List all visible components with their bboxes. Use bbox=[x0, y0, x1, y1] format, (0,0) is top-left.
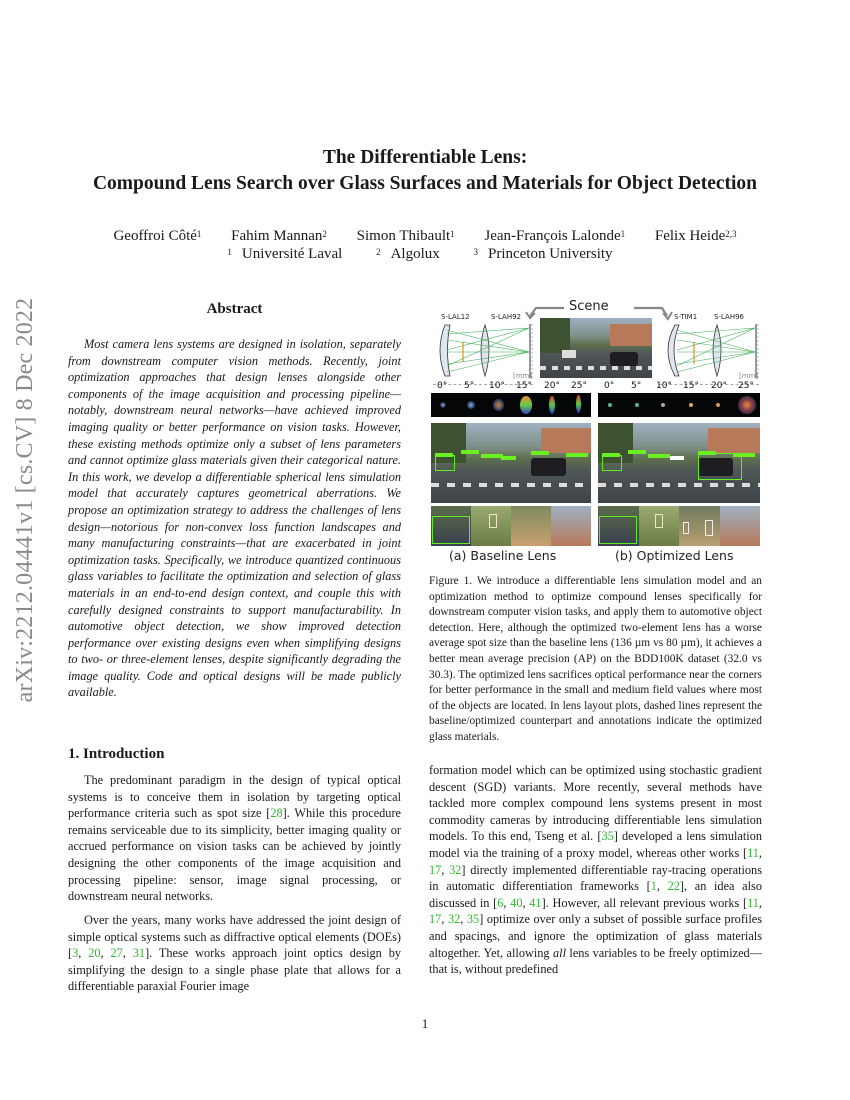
affiliation: $^2$ Algolux bbox=[376, 246, 440, 262]
citation-link[interactable]: 40 bbox=[510, 895, 523, 910]
citation-link[interactable]: 35 bbox=[466, 912, 480, 927]
author-list bbox=[0, 226, 850, 246]
glass-label: S-LAH92 bbox=[491, 313, 521, 321]
citation-link[interactable]: 1 bbox=[650, 879, 657, 894]
citation-link[interactable]: 32 bbox=[449, 862, 462, 877]
affiliation: $^3$ Princeton University bbox=[473, 246, 613, 262]
glass-label: S-LAL12 bbox=[441, 313, 470, 321]
author: Felix Heide$^{2,3}$ bbox=[654, 228, 737, 244]
figure-1-caption: Figure 1. We introduce a differentiable lens simulation model and an optimization method to optimize compound lenses specifically for downstream computer vision tasks, and apply them to automotive object detection. Here, although the optimized two-element lens has a worse average spot size than the baseline lens (136 µm vs 80 µm), it achieves a better mean average precision (AP) on the BDD100K dataset (32.0 vs 30.3). The optimized lens sacrifices optical performance near the corners for better performance in the small and medium field values where most of the objects are located. In lens layout plots, dashed lines represent the baseline/optimized counterpart and annotations indicate the optimized glass materials. bbox=[429, 575, 762, 743]
sublabel-baseline: (a) Baseline Lens bbox=[449, 548, 557, 563]
field-angle-label: 0° bbox=[437, 381, 448, 391]
baseline-psf-strip bbox=[431, 393, 591, 417]
arxiv-stamp: arXiv:2212.04441v1 [cs.CV] 8 Dec 2022 bbox=[12, 297, 38, 703]
citation-link[interactable]: 11 bbox=[747, 845, 759, 860]
glass-label: S-LAH96 bbox=[714, 313, 744, 321]
citation-link[interactable]: 41 bbox=[529, 895, 542, 910]
field-angle-label: 0° bbox=[604, 381, 615, 391]
affiliation: $^1$ Université Laval bbox=[227, 246, 343, 262]
citation-link[interactable]: 32 bbox=[447, 912, 461, 927]
citation-link[interactable]: 6 bbox=[497, 895, 504, 910]
affiliation-list bbox=[0, 244, 850, 264]
unit-label: [mm] bbox=[513, 372, 533, 380]
baseline-crop-strip bbox=[431, 506, 591, 546]
intro-paragraph-2-continued: formation model which can be optimized using stochastic gradient descent (SGD) variants. More recently, several methods have tackled more complex compound lens systems present in most commodity cameras by introducing differentiable lens simulation models. To this end, Tseng et al. [35] developed a lens simulation model via the training of a proxy model, whereas other works [11, 17, 32] directly implemented differentiable ray-tracing operations in automatic differentiation frameworks [1, 22], an idea also discussed in [6, 40, 41]. However, all relevant previous works [11, 17, 32, 35] optimize over only a subset of possible surface profiles and spacings, and ignore the optimization of glass materials altogether. Yet, allowing all lens variables to be freely optimized—that is, without predefined bbox=[429, 763, 762, 977]
citation-link[interactable]: 28 bbox=[270, 806, 283, 821]
baseline-detection-image bbox=[431, 423, 591, 503]
field-angle-label: 10° bbox=[656, 381, 672, 391]
field-angle-label: 15° bbox=[516, 381, 532, 391]
citation-link[interactable]: 22 bbox=[667, 879, 680, 894]
intro-paragraph-2: Over the years, many works have addressed the joint design of simple optical systems such as diffractive optical elements (DOEs) [3, 20, 27, 31]. These works approach joint optics design by simplifying the design to a single phase plate that allows for a differentiable paraxial Fourier image bbox=[68, 913, 401, 994]
citation-link[interactable]: 20 bbox=[88, 946, 101, 961]
citation-link[interactable]: 3 bbox=[72, 946, 79, 961]
scene-image bbox=[540, 318, 652, 378]
paper-title-line-2: Compound Lens Search over Glass Surfaces and Materials for Object Detection bbox=[92, 173, 758, 194]
field-angle-label: 5° bbox=[631, 381, 642, 391]
page-number: 1 bbox=[421, 1016, 429, 1031]
field-angle-label: 20° bbox=[544, 381, 560, 391]
author: Jean-François Lalonde$^1$ bbox=[484, 228, 626, 244]
author: Geoffroi Côté$^1$ bbox=[113, 228, 202, 244]
intro-paragraph-1: The predominant paradigm in the design of typical optical systems is to conceive them in isolation by targeting optical performance criteria such as spot size [28]. While this procedure remains serviceable due to its simplicity, better imaging quality or accrued performance on vision tasks can be achieved by jointly designing the other components of the image acquisition and processing pipeline: sensor, image signal processing, or downstream neural networks. bbox=[68, 773, 402, 904]
citation-link[interactable]: 31 bbox=[132, 946, 146, 961]
figure-1 bbox=[429, 298, 762, 568]
field-angle-label: 5° bbox=[464, 381, 475, 391]
glass-label: S-TIM1 bbox=[674, 313, 698, 321]
author: Fahim Mannan$^2$ bbox=[231, 228, 327, 244]
citation-link[interactable]: 17 bbox=[429, 912, 442, 927]
field-angle-label: 25° bbox=[738, 381, 754, 391]
optimized-psf-strip bbox=[598, 393, 760, 417]
citation-link[interactable]: 35 bbox=[601, 829, 614, 844]
unit-label: [mm] bbox=[739, 372, 759, 380]
paper-title-line-1: The Differentiable Lens: bbox=[322, 147, 528, 168]
scene-label: Scene bbox=[569, 299, 609, 314]
sublabel-optimized: (b) Optimized Lens bbox=[615, 548, 734, 563]
citation-link[interactable]: 11 bbox=[747, 895, 759, 910]
field-angle-label: 10° bbox=[489, 381, 505, 391]
abstract-text: Most camera lens systems are designed in isolation, separately from downstream computer vision methods. Recently, joint optimization approaches that design lenses alongside other components of the image acquisition and processing pipeline—notably, downstream neural networks—have achieved improved imaging quality or better performance on vision tasks. However, these existing methods optimize only a subset of lens parameters and cannot optimize glass materials given their categorical nature. In this work, we develop a differentiable spherical lens simulation model that accurately captures geometrical aberrations. We propose an optimization strategy to address the challenges of lens design—notorious for non-convex loss function landscapes and many manufacturing constraints—that are exacerbated in joint optimization tasks. Specifically, we introduce quantized continuous glass variables to facilitate the optimization and selection of glass materials in an end-to-end design context, and couple this with carefully designed constraints to support manufacturability. In automotive object detection, we show improved detection performance over existing designs even when simplifying designs to two- or three-element lenses, despite significantly degrading the image quality. Code and optical designs will be made publicly available. bbox=[68, 337, 401, 700]
optimized-detection-image bbox=[598, 423, 760, 503]
citation-link[interactable]: 17 bbox=[429, 862, 442, 877]
section-heading-introduction: 1. Introduction bbox=[68, 746, 165, 762]
citation-link[interactable]: 27 bbox=[110, 946, 123, 961]
author: Simon Thibault$^1$ bbox=[356, 228, 455, 244]
field-angle-label: 15° bbox=[683, 381, 699, 391]
field-angle-label: 25° bbox=[571, 381, 587, 391]
abstract-heading: Abstract bbox=[206, 301, 263, 317]
field-angle-label: 20° bbox=[711, 381, 727, 391]
optimized-crop-strip bbox=[598, 506, 760, 546]
